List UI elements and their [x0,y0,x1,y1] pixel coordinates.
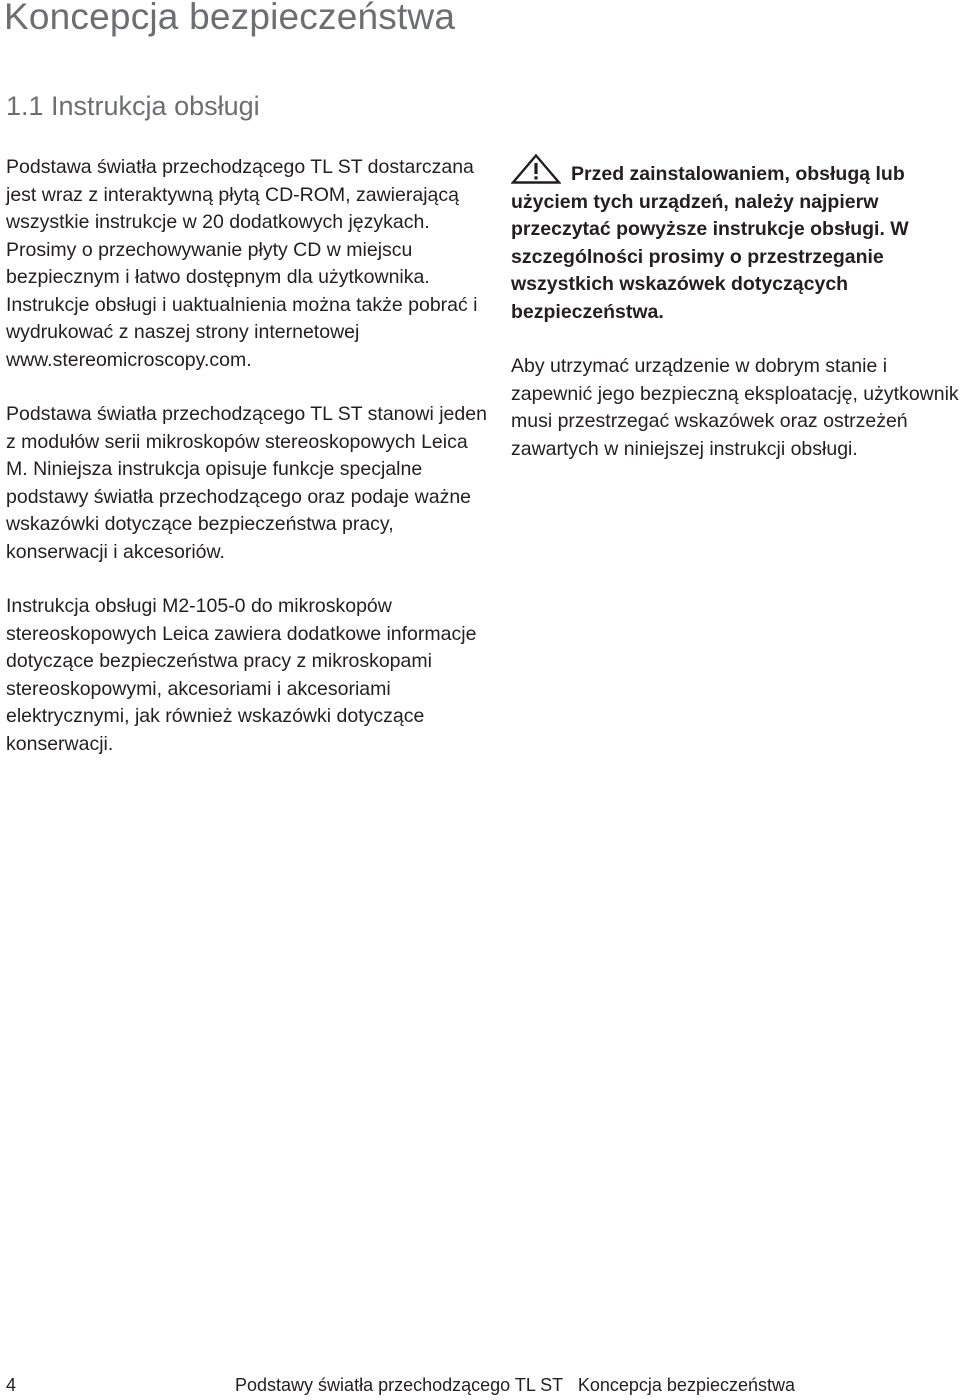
right-column [511,154,960,463]
intro-paragraph: Podstawa światła przechodzącego TL ST dostarczana jest wraz z interaktywną płytą CD-ROM, zawierającą wszystkie instrukcje w 20 dodatkowych językach. Prosimy o przechowywanie płyty CD w miejscu bezpiecznym i łatwo dostępnym dla użytkownika. Instrukcje obsługi i uaktualnienia można także pobrać i wydrukować z naszej strony internetowej www.stereomicroscopy.com. [6,156,478,371]
section-heading: 1.1 Instrukcja obsługi [6,91,260,121]
warning-text: Przed zainstalowaniem, obsługą lub użyciem tych urządzeń, należy najpierw przeczytać powyższe instrukcje obsługi. W szczególności prosimy o przestrzeganie wszystkich wskazówek dotyczących bezpieczeństwa. [511,163,909,323]
left-column [6,154,494,785]
page-footer [0,1375,960,1399]
page-number: 4 [6,1375,17,1395]
module-paragraph: Podstawa światła przechodzącego TL ST stanowi jeden z modułów serii mikroskopów stereoskopowych Leica M. Niniejsza instrukcja opisuje funkcje specjalne podstawy światła przechodzącego oraz podaje ważne wskazówki dotyczące bezpieczeństwa pracy, konserwacji i akcesoriów. [6,403,487,563]
footer-title: Podstawy światła przechodzącego TL ST Koncepcja bezpieczeństwa [235,1375,795,1395]
additional-info-paragraph: Instrukcja obsługi M2-105-0 do mikroskopów stereoskopowych Leica zawiera dodatkowe informacje dotyczące bezpieczeństwa pracy z mikroskopami stereoskopowymi, akcesoriami i akcesoriami elektrycznymi, jak również wskazówki dotyczące konserwacji. [6,595,477,755]
warning-triangle-icon [511,154,561,184]
page-title: Koncepcja bezpieczeństwa [4,0,456,37]
warning-block [511,154,960,326]
maintenance-note: Aby utrzymać urządzenie w dobrym stanie i zapewnić jego bezpieczną eksploatację, użytkownik musi przestrzegać wskazówek oraz ostrzeżeń zawartych w niniejszej instrukcji obsługi. [511,355,959,460]
